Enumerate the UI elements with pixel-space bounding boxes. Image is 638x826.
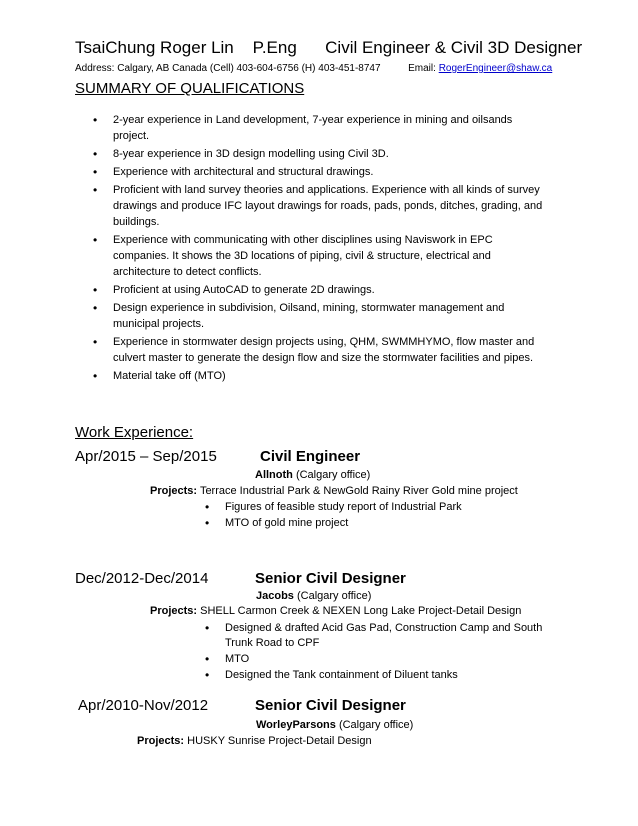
job-role: Senior Civil Designer (255, 570, 406, 587)
job-projects (150, 485, 518, 497)
projects-text: Terrace Industrial Park & NewGold Rainy River Gold mine project (199, 485, 518, 497)
list-item: • Material take off (MTO) (88, 368, 548, 384)
company-name: WorleyParsons (256, 719, 336, 731)
list-item: • Proficient with land survey theories and applications. Experience with all kinds of survey drawings and produce IFC layout drawings for roads, pads, ponds, ditches, grading, and buildings. (88, 182, 548, 230)
job-company (256, 590, 371, 602)
company-location: (Calgary office) (296, 590, 372, 602)
list-item: • 8-year experience in 3D design modelling using Civil 3D. (88, 146, 548, 162)
job-dates: Dec/2012-Dec/2014 (75, 570, 209, 587)
address-phone: Address: Calgary, AB Canada (Cell) 403-604-6756 (H) 403-451-8747 (75, 63, 381, 74)
job-duties (200, 621, 560, 684)
work-experience-title: Work Experience: (75, 424, 194, 441)
list-item: • Designed & drafted Acid Gas Pad, Construction Camp and South Trunk Road to CPF (200, 621, 560, 651)
job-dates: Apr/2010-Nov/2012 (78, 697, 209, 714)
list-item: • MTO of gold mine project (200, 516, 560, 531)
list-item: • Experience in stormwater design projects using, QHM, SWMMHYMO, flow master and culvert master to generate the design flow and size the stormwater facilities and pipes. (88, 334, 548, 366)
summary-list (88, 112, 548, 386)
job-title: Civil Engineer & Civil 3D Designer (325, 38, 583, 57)
job-role: Senior Civil Designer (255, 697, 406, 714)
company-location: (Calgary office) (338, 719, 414, 731)
list-item: • Figures of feasible study report of Industrial Park (200, 500, 560, 515)
job-projects (137, 735, 372, 747)
resume-header (75, 38, 582, 58)
projects-text: SHELL Carmon Creek & NEXEN Long Lake Project-Detail Design (200, 605, 522, 617)
projects-label: Projects: (137, 735, 185, 747)
credential: P.Eng (252, 38, 297, 57)
job-company (255, 469, 370, 481)
list-item: • Proficient at using AutoCAD to generate 2D drawings. (88, 282, 548, 298)
list-item: • Experience with architectural and structural drawings. (88, 164, 548, 180)
projects-text: HUSKY Sunrise Project-Detail Design (187, 735, 372, 747)
company-name: Allnoth (255, 469, 293, 481)
job-duties (200, 500, 560, 532)
candidate-name: TsaiChung Roger Lin (75, 38, 234, 57)
list-item: • Design experience in subdivision, Oilsand, mining, stormwater management and municipal projects. (88, 300, 548, 332)
list-item: • Experience with communicating with other disciplines using Naviswork in EPC companies. It shows the 3D locations of piping, civil & structure, electrical and architecture to detect conflicts. (88, 232, 548, 280)
list-item: • Designed the Tank containment of Diluent tanks (200, 668, 560, 683)
summary-title: SUMMARY OF QUALIFICATIONS (75, 80, 305, 97)
company-name: Jacobs (256, 590, 294, 602)
email-label: Email: (408, 63, 436, 74)
job-company (256, 719, 413, 731)
email-link[interactable]: RogerEngineer@shaw.ca (438, 63, 553, 74)
projects-label: Projects: (150, 485, 198, 497)
company-location: (Calgary office) (295, 469, 371, 481)
job-role: Civil Engineer (260, 448, 361, 465)
list-item: • 2-year experience in Land development, 7-year experience in mining and oilsands project. (88, 112, 548, 144)
projects-label: Projects: (150, 605, 198, 617)
job-projects (150, 605, 521, 617)
contact-line (75, 63, 552, 74)
job-dates: Apr/2015 – Sep/2015 (75, 448, 217, 465)
list-item: • MTO (200, 652, 560, 667)
